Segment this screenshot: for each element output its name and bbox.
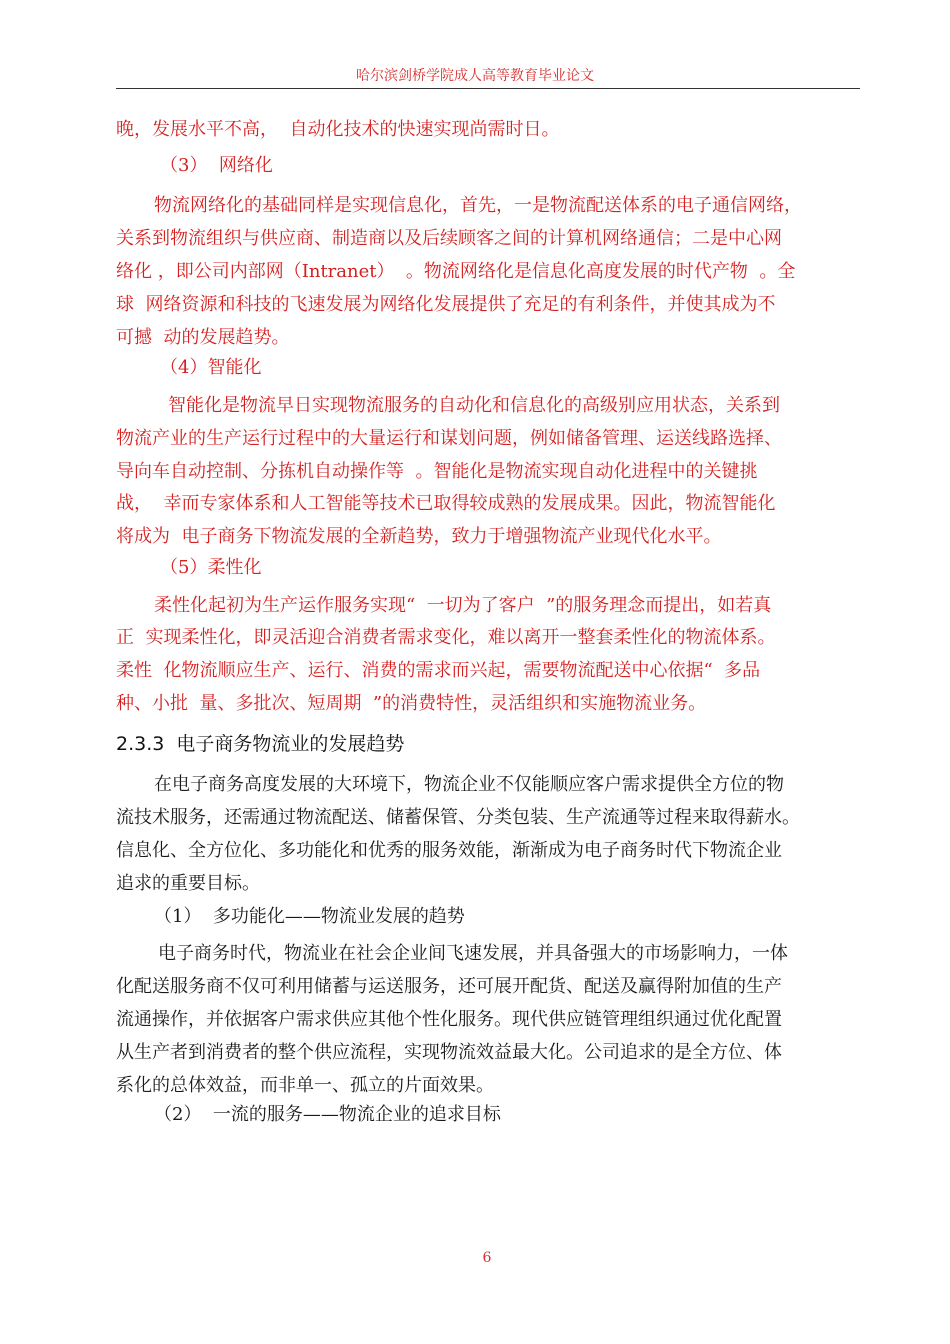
body-line: 晚，发展水平不高， 自动化技术的快速实现尚需时日。 xyxy=(116,119,560,140)
body-line: 从生产者到消费者的整个供应流程，实现物流效益最大化。公司追求的是全方位、体 xyxy=(116,1042,782,1063)
body-line: 系化的总体效益，而非单一、孤立的片面效果。 xyxy=(116,1075,494,1096)
body-line: 络化 ，即公司内部网（Intranet） 。物流网络化是信息化高度发展的时代产物 。全 xyxy=(116,261,796,282)
body-line: 智能化是物流早日实现物流服务的自动化和信息化的高级别应用状态，关系到 xyxy=(168,395,780,416)
body-line: 柔性 化物流顺应生产、运行、消费的需求而兴起，需要物流配送中心依据“ 多品 xyxy=(116,660,761,681)
body-line: 导向车自动控制、分拣机自动操作等 。智能化是物流实现自动化进程中的关键挑 xyxy=(116,461,758,482)
subheading-service: （2） 一流的服务——物流企业的追求目标 xyxy=(154,1104,501,1125)
body-line: 信息化、全方位化、多功能化和优秀的服务效能，渐渐成为电子商务时代下物流企业 xyxy=(116,840,782,861)
body-line: 种、小批 量、多批次、短周期 ”的消费特性，灵活组织和实施物流业务。 xyxy=(116,693,707,714)
body-line: 将成为 电子商务下物流发展的全新趋势，致力于增强物流产业现代化水平。 xyxy=(116,526,722,547)
page-number: 6 xyxy=(482,1250,492,1266)
body-line: 可撼 动的发展趋势。 xyxy=(116,327,290,348)
section-heading: 2.3.3 电子商务物流业的发展趋势 xyxy=(116,733,405,755)
body-line: 关系到物流组织与供应商、制造商以及后续顾客之间的计算机网络通信；二是中心网 xyxy=(116,228,782,249)
body-line: 追求的重要目标。 xyxy=(116,873,260,894)
body-line: 物流产业的生产运行过程中的大量运行和谋划问题，例如储备管理、运送线路选择、 xyxy=(116,428,782,449)
body-line: 化配送服务商不仅可利用储蓄与运送服务，还可展开配货、配送及赢得附加值的生产 xyxy=(116,976,782,997)
subheading-multifunction: （1） 多功能化——物流业发展的趋势 xyxy=(154,906,465,927)
subheading-intelligence: （4）智能化 xyxy=(160,357,262,378)
body-line: 电子商务时代，物流业在社会企业间飞速发展，并具备强大的市场影响力，一体 xyxy=(158,943,788,964)
body-line: 正 实现柔性化，即灵活迎合消费者需求变化，难以离开一整套柔性化的物流体系。 xyxy=(116,627,776,648)
body-line: 流技术服务，还需通过物流配送、储蓄保管、分类包装、生产流通等过程来取得薪水。 xyxy=(116,807,800,828)
body-line: 物流网络化的基础同样是实现信息化，首先，一是物流配送体系的电子通信网络， xyxy=(154,195,802,216)
body-line: 流通操作，并依据客户需求供应其他个性化服务。现代供应链管理组织通过优化配置 xyxy=(116,1009,782,1030)
header-divider xyxy=(116,88,860,89)
body-line: 在电子商务高度发展的大环境下，物流企业不仅能顺应客户需求提供全方位的物 xyxy=(154,774,784,795)
body-line: 球 网络资源和科技的飞速发展为网络化发展提供了充足的有利条件，并使其成为不 xyxy=(116,294,776,315)
body-line: 战， 幸而专家体系和人工智能等技术已取得较成熟的发展成果。因此，物流智能化 xyxy=(116,493,776,514)
subheading-flexibility: （5）柔性化 xyxy=(160,557,262,578)
running-header: 哈尔滨剑桥学院成人高等教育毕业论文 xyxy=(356,68,594,84)
body-line: 柔性化起初为生产运作服务实现“ 一切为了客户 ”的服务理念而提出，如若真 xyxy=(154,595,772,616)
subheading-networking: （3） 网络化 xyxy=(160,155,273,176)
